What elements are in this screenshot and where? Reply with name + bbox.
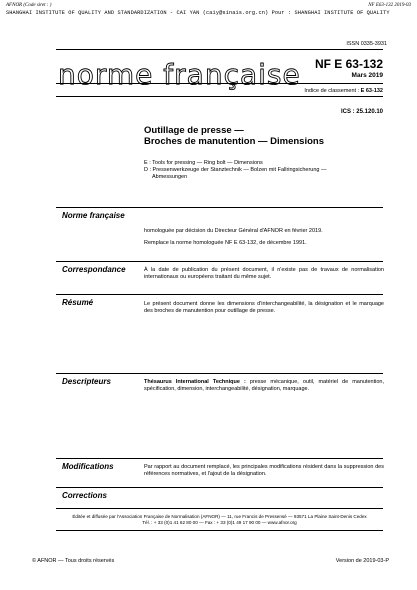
indice-value: E 63-132 — [360, 88, 383, 94]
divider-top — [56, 49, 383, 50]
divider-bottom — [56, 530, 383, 531]
source-header — [6, 3, 411, 9]
publisher-contact: Tél. : + 33 (0)1 41 62 80 00 — Fax : + 33 (0)1 49 17 90 00 — www.afnor.org — [142, 520, 297, 525]
ics-code: ICS : 25.120.10 — [340, 109, 383, 115]
divider-modifications — [56, 458, 383, 459]
divider-brand — [56, 83, 383, 84]
title-line-2: Broches de manutention — Dimensions — [144, 136, 324, 147]
license-line: SHANGHAI INSTITUTE OF QUALITY AND STANDARDIZATION - CAI YAN (caiy@sinais.org.cn) Pour : SHANGHAI INSTITUTE OF QUALITY — [6, 10, 390, 16]
title-english: E : Tools for pressing — Ring bolt — Dimensions — [144, 160, 263, 166]
divider-footer — [56, 508, 383, 509]
norme-replaces: Remplace la norme homologuée NF E 63-132, de décembre 1991. — [144, 240, 307, 246]
publisher-info — [56, 514, 383, 526]
title-german-cont: Abmessungen — [152, 174, 188, 180]
norme-label: Norme française — [62, 211, 125, 220]
modifications-label: Modifications — [62, 462, 114, 471]
divider-descripteurs — [56, 373, 383, 374]
issn: ISSN 0335-3931 — [346, 41, 387, 47]
divider-corrections — [56, 487, 383, 488]
divider-resume — [56, 294, 383, 295]
descripteurs-text — [144, 379, 384, 393]
indice-label: Indice de classement : — [304, 88, 360, 94]
resume-label: Résumé — [62, 298, 94, 307]
modifications-text: Par rapport au document remplacé, les principales modifications résident dans la suppression des références normatives, et l'ajout de la désignation. — [144, 464, 384, 477]
source-right-text: NF E63-132 2019-03 — [368, 3, 411, 8]
norme-text — [144, 228, 384, 252]
correspondance-label: Correspondance — [62, 265, 126, 274]
divider-correspondance — [56, 261, 383, 262]
divider-indice — [56, 96, 383, 97]
corrections-label: Corrections — [62, 491, 107, 500]
brand-logo: norme française — [58, 58, 301, 91]
version: Version de 2019-03-P — [335, 558, 389, 564]
classification-index — [304, 88, 383, 94]
standard-date: Mars 2019 — [351, 72, 383, 79]
descripteurs-keywords: presse mécanique, outil, matériel de manutention, spécification, dimension, interchangeabilité, désignation, marquage. — [144, 379, 384, 392]
descripteurs-label: Descripteurs — [62, 377, 111, 386]
correspondance-text: À la date de publication du présent document, il n'existe pas de travaux de normalisation internationaux ou européens traitant du même sujet. — [144, 267, 384, 280]
copyright: © AFNOR — Tous droits réservés — [32, 558, 115, 564]
norme-homologation: homologuée par décision du Directeur Général d'AFNOR en février 2019. — [144, 228, 323, 234]
standard-number: NF E 63-132 — [314, 57, 383, 71]
resume-text: Le présent document donne les dimensions d'interchangeabilité, la désignation et le marquage des broches de manutention pour outillage de presse. — [144, 301, 384, 314]
title-line-1: Outillage de presse — — [144, 125, 244, 136]
alternative-titles — [144, 160, 384, 181]
title-german: D : Pressenwerkzeuge der Stanztechnik — Bolzen mit Fallringsicherung — — [144, 167, 327, 173]
source-left-text: AFNOR (Code siret : ) — [6, 3, 52, 8]
publisher-address: Éditée et diffusée par l'Association Française de Normalisation (AFNOR) — 11, rue Francis de Pressensé — 93571 La Plaine Saint-Denis Cedex — [72, 514, 367, 519]
document-title — [144, 125, 384, 147]
descripteurs-lead: Thésaurus International Technique : — [144, 379, 246, 385]
divider-norme — [56, 207, 383, 208]
